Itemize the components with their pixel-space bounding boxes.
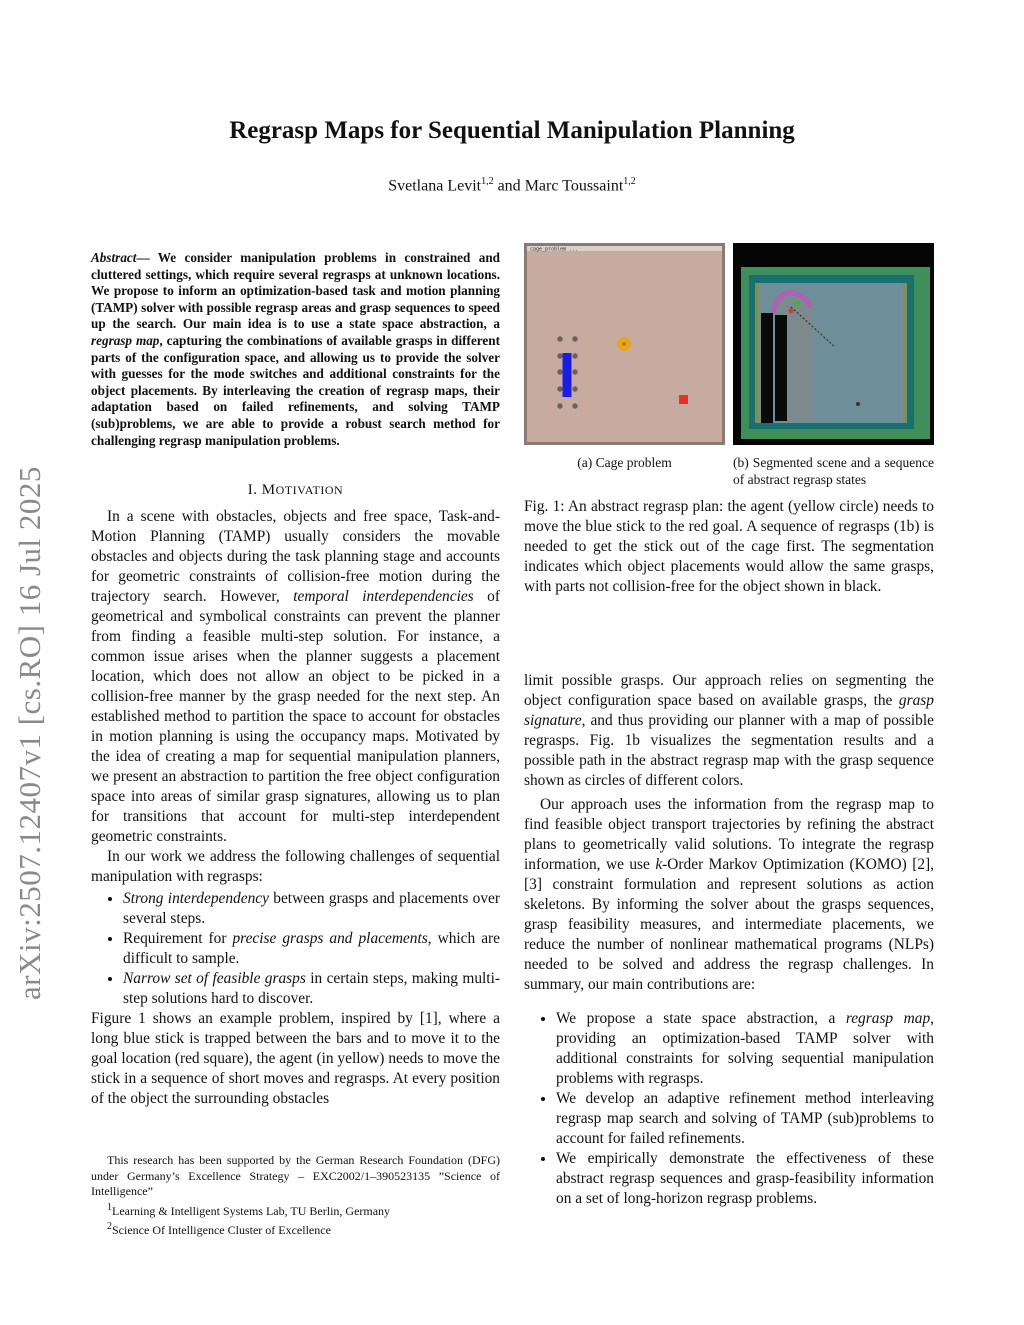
agent-center <box>622 342 626 346</box>
challenge-list <box>91 889 500 1009</box>
regrasp-state-marker <box>789 309 794 314</box>
text-run: limit possible grasps. Our approach relies on segmenting the object configuration space based on available grasps, the <box>524 672 934 709</box>
window-title: cage_problem ... <box>530 246 579 253</box>
text-run: , and thus providing our planner with a map of possible regrasps. Fig. 1b visualizes the segmentation results and a possible path in the abstract regrasp map with the grasp sequence shown as circles of different colors. <box>524 712 934 789</box>
cage-bar <box>572 369 577 374</box>
subcaption-a: (a) Cage problem <box>577 455 672 470</box>
text-run: of geometrical and symbolical constraints can prevent the planner from finding a feasible multi-step solution. For instance, a common issue arises when the planner suggests a placement location, which does not allow an object to be picked in a collision-free manner by the grasp needed for the next step. An established method to partition the space to account for obstacles in motion planning is using the occupancy maps. Motivated by the idea of creating a map for sequential manipulation planners, we present an abstraction to partition the free object configuration space into areas of similar grasp signatures, allowing us to plan for transitions that account for multi-step interdependent geometric constraints. <box>91 588 500 845</box>
section-title-initial: M <box>261 482 276 498</box>
emphasis: temporal interdependencies <box>293 588 474 605</box>
text-run: Requirement for <box>123 930 233 947</box>
segment-region <box>903 283 907 423</box>
paragraph <box>524 671 934 791</box>
footnote-mark: 1 <box>107 1201 112 1213</box>
paragraph: In our work we address the following challenges of sequential manipulation with regrasps: <box>91 848 500 885</box>
author-name: Marc Toussaint <box>524 177 624 195</box>
math-symbol: k <box>655 856 663 873</box>
segment-region <box>741 429 930 439</box>
cage-bar <box>572 336 577 341</box>
affiliation-mark: 1,2 <box>481 176 494 187</box>
text-run: , which are difficult to sample. <box>123 930 500 967</box>
text-run: -Order Markov Optimization (KOMO) [2], [3] constraint formulation and represent solutions as action skeletons. By informing the solver about the grasps sequences, grasp feasibility measures, and intermediate placements, we reduce the number of nonlinear mathematical programs (NLPs) needed to be solved and address the regrasp challenges. In summary, our main contributions are: <box>524 856 935 993</box>
blue-stick <box>563 353 572 397</box>
section-number: I. <box>247 482 262 498</box>
author-joiner: and <box>493 177 525 195</box>
abstract-text: We consider manipulation problems in constrained and cluttered settings, which require several regrasps at unknown locations. We propose to inform an optimization-based task and motion planning (TAMP) solver with possible regrasp areas and grasp sequences to speed up the search. Our main idea is to use a state space abstraction, a <box>91 250 500 332</box>
right-column <box>524 671 934 1209</box>
section-title-rest: OTIVATION <box>275 483 344 497</box>
left-column <box>91 507 500 1109</box>
list-item <box>123 969 500 1009</box>
regrasp-state-marker <box>795 301 800 306</box>
contributions-list <box>524 1009 934 1209</box>
list-item <box>556 1009 934 1089</box>
cage-bar <box>557 336 562 341</box>
text-run: in certain steps, making multi-step solutions hard to discover. <box>123 970 500 1007</box>
text-run: , providing an optimization-based TAMP solver with additional constraints for solving sequential manipulation problems with regrasps. <box>556 1010 934 1087</box>
cage-bar <box>557 353 562 358</box>
footnote-text: Science Of Intelligence Cluster of Excellence <box>112 1223 331 1237</box>
author-line <box>0 176 1024 195</box>
footnote <box>91 1200 500 1220</box>
cage-bar <box>572 403 577 408</box>
blocked-region <box>775 315 787 421</box>
text-run: between grasps and placements over several steps. <box>123 890 500 927</box>
author-name: Svetlana Levit <box>388 177 482 195</box>
segment-region <box>914 267 930 439</box>
emphasis: grasp signature <box>524 692 934 729</box>
section-heading <box>91 482 500 499</box>
abstract <box>91 250 500 449</box>
emphasis: precise grasps and placements <box>232 930 428 947</box>
figure-segmented-scene <box>733 243 934 445</box>
emphasis: Strong interdependency <box>123 890 269 907</box>
footnotes <box>91 1153 500 1239</box>
paper-title: Regrasp Maps for Sequential Manipulation Planning <box>229 117 795 144</box>
text-run: We propose a state space abstraction, a <box>556 1010 846 1027</box>
segment-region <box>749 267 914 275</box>
list-item <box>123 889 500 929</box>
footnote-mark: 2 <box>107 1221 112 1232</box>
subcaption-b: (b) Segmented scene and a sequence of abstract regrasp states <box>733 455 934 487</box>
list-item: • We develop an adaptive refinement method interleaving regrasp map search and solving of TAMP (sub)problems to account for failed refinements. <box>556 1089 934 1149</box>
list-item: • We empirically demonstrate the effectiveness of these abstract regrasp sequences and grasp-feasibility information on a set of long-horizon regrasp problems. <box>556 1149 934 1209</box>
footnote-text: Learning & Intelligent Systems Lab, TU Berlin, Germany <box>112 1203 391 1218</box>
abstract-emphasis: regrasp map <box>91 332 160 348</box>
paragraph <box>524 795 934 995</box>
text-run: Our approach uses the information from the regrasp map to find feasible object transport trajectories by refining the abstract plans to geometrically valid solutions. To integrate the regrasp information, we use <box>524 796 934 873</box>
figure-cage-problem <box>524 243 725 445</box>
emphasis: regrasp map <box>845 1010 931 1027</box>
goal-marker <box>856 402 860 406</box>
red-goal <box>679 395 688 404</box>
abstract-dash: — <box>136 250 158 265</box>
blocked-region <box>761 313 773 423</box>
footnote: This research has been supported by the German Research Foundation (DFG) under Germany’s Excellence Strategy – EXC2002/1–390523135 ”Science of Intelligence” <box>91 1153 500 1198</box>
abstract-text: , capturing the combinations of available grasps in different parts of the configuration space, and allowing us to provide the solver with guesses for the mode switches and additional constraints for the object placements. By interleaving the creation of regrasp maps, their adaptation based on failed refinements, and solving TAMP (sub)problems, we are able to provide a robust search method for challenging regrasp manipulation problems. <box>91 332 500 448</box>
cage-bar <box>572 353 577 358</box>
cage-bar <box>557 369 562 374</box>
cage-bar <box>557 403 562 408</box>
cage-bar <box>572 386 577 391</box>
paragraph <box>91 507 500 847</box>
segment-region <box>741 267 749 439</box>
list-item <box>123 929 500 969</box>
cage-bar <box>557 386 562 391</box>
figure-caption: Fig. 1: An abstract regrasp plan: the agent (yellow circle) needs to move the blue stick to the red goal. A sequence of regrasps (1b) is needed to get the stick out of the cage first. The segmentation indicates which object placements would allow the same grasps, with parts not collision-free for the object shown in black. <box>524 498 934 595</box>
text-run: In a scene with obstacles, objects and free space, Task-and-Motion Planning (TAMP) usually considers the movable obstacles and objects during the task planning stage and accounts for geometric constraints of collision-free motion during the trajectory search. However, <box>91 508 500 605</box>
paragraph: Figure 1 shows an example problem, inspired by [1], where a long blue stick is trapped between the bars and to move it to the goal location (red square), the agent (in yellow) needs to move the stick in a sequence of short moves and regrasps. At every position of the object the surrounding obstacles <box>91 1010 500 1107</box>
segment-region <box>755 283 759 423</box>
affiliation-mark: 1,2 <box>623 176 636 187</box>
abstract-label: Abstract <box>91 250 137 265</box>
footnote <box>91 1219 500 1239</box>
arxiv-identifier: arXiv:2507.12407v1 [cs.RO] 16 Jul 2025 <box>12 466 47 1000</box>
emphasis: Narrow set of feasible grasps <box>123 970 306 987</box>
